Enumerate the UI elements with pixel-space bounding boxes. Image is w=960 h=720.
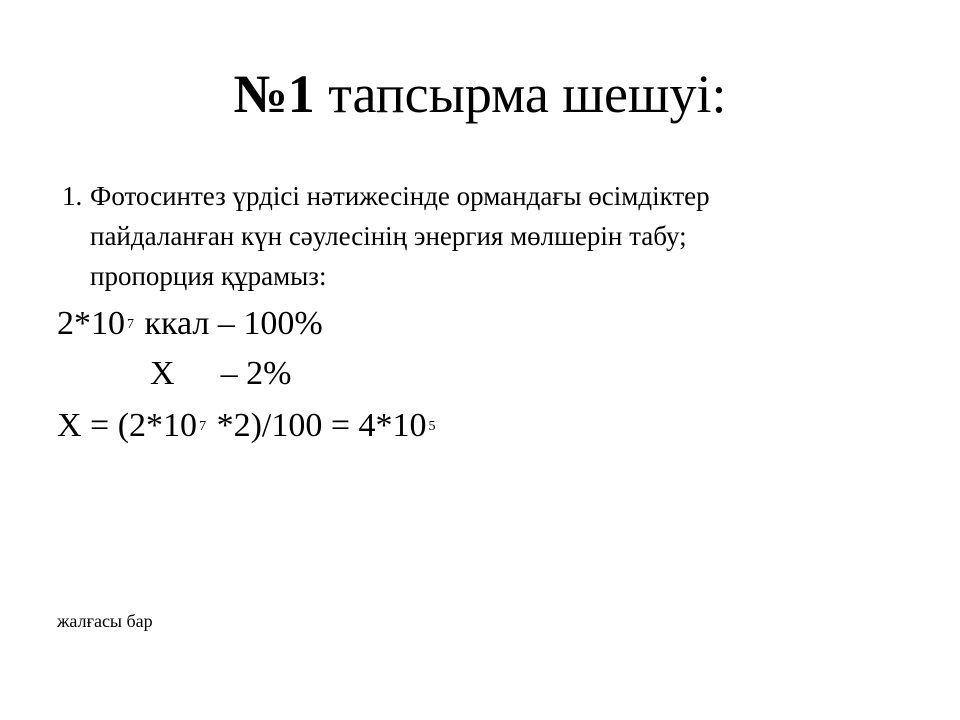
task-number: №1 bbox=[233, 64, 315, 124]
list-marker: 1. bbox=[62, 181, 83, 211]
proportion-row-2 bbox=[150, 354, 291, 394]
proportion-rest: ккал – 100% bbox=[136, 305, 323, 342]
proportion-variable: X bbox=[150, 355, 175, 392]
proportion-exponent: 7 bbox=[127, 317, 134, 332]
result-exponent-1: 7 bbox=[199, 419, 207, 434]
title-text: тапсырма шешуі: bbox=[314, 64, 727, 124]
task-line-1: Фотосинтез үрдісі нәтижесінде ормандағы өсімдіктер bbox=[90, 181, 710, 211]
task-line-2: пайдаланған күн сәулесінің энергия мөлшерін табу; bbox=[90, 221, 687, 251]
proportion-base: 2*10 bbox=[57, 305, 125, 342]
result-part-2: *2)/100 = 4*10 bbox=[208, 407, 427, 444]
proportion-row-1 bbox=[57, 304, 323, 351]
slide-title bbox=[0, 62, 960, 126]
continued-note: жалғасы бар bbox=[57, 611, 153, 631]
result-exponent-2: 5 bbox=[428, 419, 436, 434]
task-description bbox=[62, 176, 862, 296]
task-line-3: пропорция құрамыз: bbox=[90, 261, 327, 291]
proportion-percent: – 2% bbox=[220, 355, 292, 392]
result-part-1: X = (2*10 bbox=[57, 407, 198, 444]
result-formula bbox=[57, 406, 438, 453]
